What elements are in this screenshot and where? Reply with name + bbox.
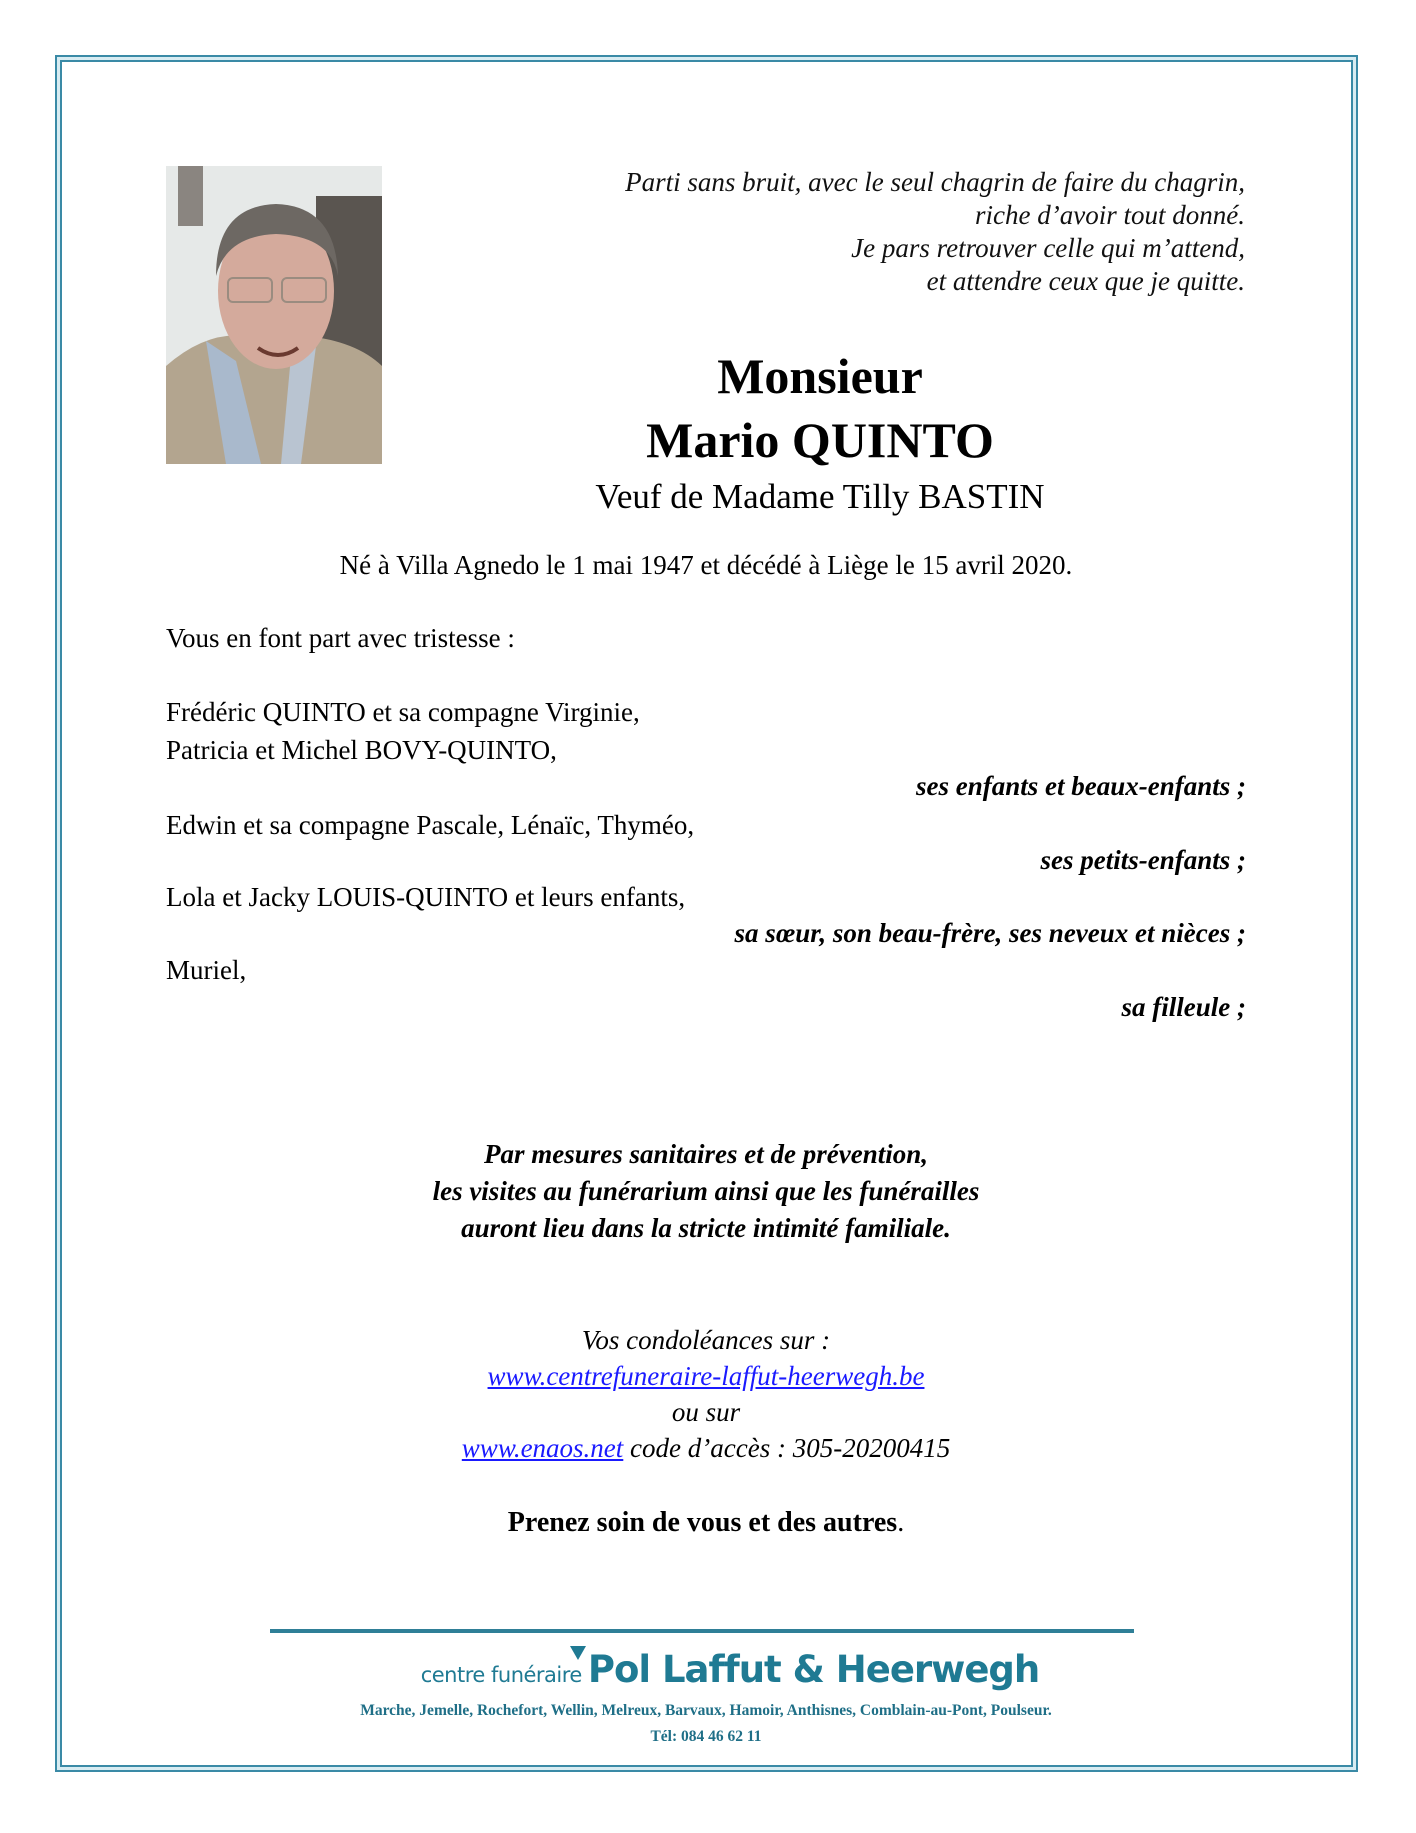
relation-goddaughter: sa filleule ; [1121,992,1246,1022]
family-line-grandchildren: Edwin et sa compagne Pascale, Lénaïc, Thyméo, [166,810,695,840]
access-code: code d’accès : 305-20200415 [623,1433,951,1463]
funeral-center-link[interactable]: www.centrefuneraire-laffut-heerwegh.be [487,1361,925,1391]
logo-brand: Pol Laffut & Heerwegh [587,1648,1040,1691]
notice-line: les visites au funérarium ainsi que les funérailles [432,1176,980,1206]
closing-period: . [897,1507,905,1538]
sanitary-notice [166,1136,1246,1247]
logo-prefix: centre funéraire [420,1663,582,1687]
announcement-intro: Vous en font part avec tristesse : [166,623,515,653]
deceased-honorific: Monsieur [717,348,923,404]
footer-phone: Tél: 084 46 62 11 [650,1728,762,1745]
family-line-children-1: Frédéric QUINTO et sa compagne Virginie, [166,697,640,727]
notice-line: auront lieu dans la stricte intimité familiale. [461,1213,951,1243]
footer-towns: Marche, Jemelle, Rochefort, Wellin, Melreux, Barvaux, Hamoir, Anthisnes, Comblain-au-Pont, Poulseur. [360,1702,1052,1719]
condolences-or: ou sur [671,1397,741,1427]
quote-line: Parti sans bruit, avec le seul chagrin de faire du chagrin, [625,167,1245,197]
relation-children: ses enfants et beaux-enfants ; [916,771,1246,801]
quote-line: et attendre ceux que je quitte. [926,266,1245,296]
quote-line: riche d’avoir tout donné. [975,200,1245,230]
quote-line: Je pars retrouver celle qui m’attend, [851,233,1245,263]
funeral-center-logo [300,1648,1160,1691]
memorial-quote [625,166,1245,298]
portrait-illustration [166,166,382,464]
family-line-goddaughter: Muriel, [166,955,247,985]
closing-text: Prenez soin de vous et des autres [507,1507,898,1538]
family-line-sister: Lola et Jacky LOUIS-QUINTO et leurs enfants, [166,882,686,912]
relation-grandchildren: ses petits-enfants ; [1040,845,1246,875]
condolences-intro: Vos condoléances sur : [581,1325,831,1355]
notice-line: Par mesures sanitaires et de prévention, [484,1139,928,1169]
portrait-photo [166,166,382,464]
closing-message [166,1505,1246,1541]
relation-sister: sa sœur, son beau-frère, ses neveux et nièces ; [734,918,1246,948]
footer-divider [270,1629,1134,1633]
condolences-block [166,1322,1246,1466]
enaos-link[interactable]: www.enaos.net [461,1433,624,1463]
deceased-name: Mario QUINTO [646,412,994,468]
birth-death-line: Né à Villa Agnedo le 1 mai 1947 et décédé à Liège le 15 avril 2020. [339,550,1073,580]
family-line-children-2: Patricia et Michel BOVY-QUINTO, [166,735,557,765]
widow-of: Veuf de Madame Tilly BASTIN [595,477,1045,516]
